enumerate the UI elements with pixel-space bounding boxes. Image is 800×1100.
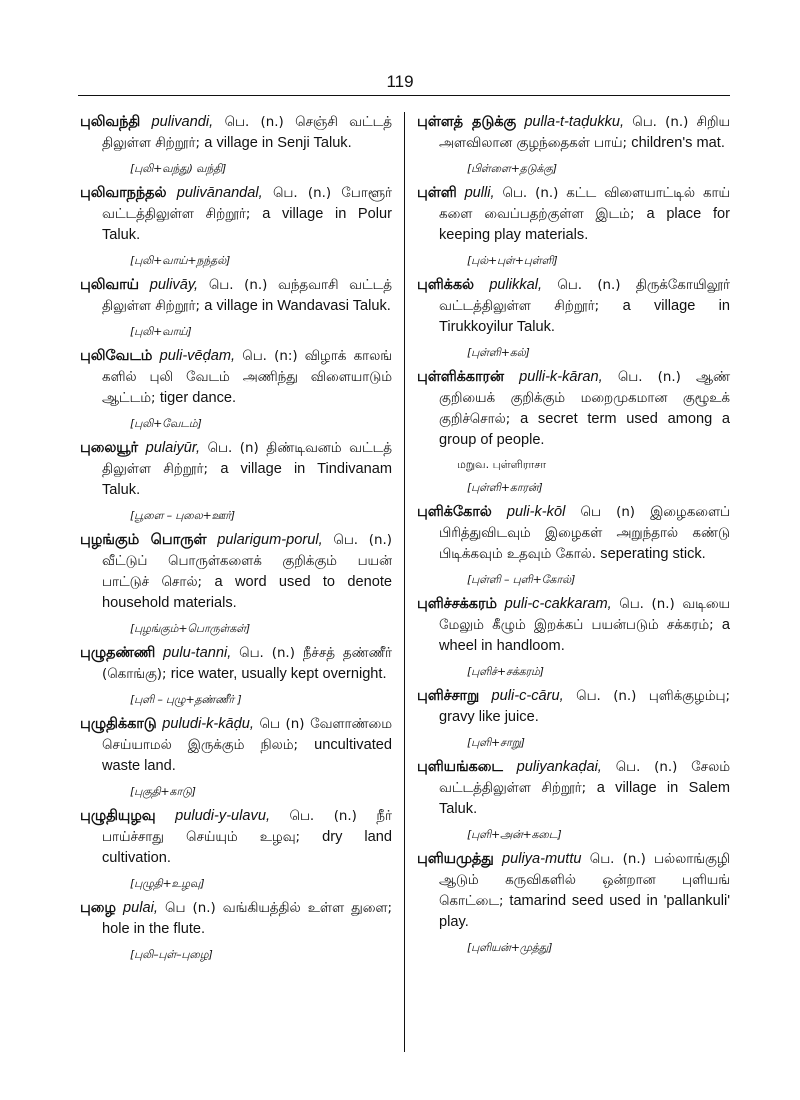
- entry-tamil-definition: பெ (n) வேளாண்மை செய்யாமல் இருக்கும் நிலம்;: [102, 717, 392, 753]
- dictionary-entry: [417, 112, 730, 177]
- entry-variant: மறுவ. புள்ளிராசா: [457, 458, 547, 471]
- entry-tamil-definition: பெ (n) இழைகளைப் பிரித்துவிடவும் இழைகள் அறுந்தால் கண்டு பிடிக்கவும் உதவும் கோல்.: [439, 505, 730, 562]
- entry-etymology: [புகுதி+காடு]: [130, 785, 196, 798]
- entry-headword: புழுதிக்காடு: [80, 716, 157, 732]
- entry-etymology: [புலி+வந்து) வந்தி]: [130, 162, 227, 175]
- entry-headword: புலிவாய்: [80, 277, 139, 293]
- entry-tamil-definition: பெ. (n.) புளிக்குழம்பு;: [576, 689, 730, 704]
- entry-english-gloss: hole in the flute.: [102, 921, 206, 937]
- entry-etymology: [புலி–புள்–புழை]: [130, 948, 213, 961]
- entry-etymology: [புள்ளி – புளி+கோல்]: [467, 573, 576, 586]
- entry-tamil-definition: பெ. (n.) வந்தவாசி வட்டத் திலுள்ள சிற்றூர்;: [102, 278, 393, 314]
- entry-etymology: [புளியன்+முத்து]: [467, 941, 553, 954]
- dictionary-entry: [417, 183, 730, 269]
- entry-transliteration: pulikkal,: [489, 277, 543, 293]
- entry-body: [417, 502, 730, 565]
- entry-transliteration: puli-c-cāru,: [491, 688, 564, 704]
- dictionary-entry: [417, 502, 730, 588]
- entry-headword: புழுதண்ணி: [80, 645, 156, 661]
- entry-body: [80, 714, 392, 777]
- entry-body: [80, 346, 392, 409]
- entry-headword: புலிவாநந்தல்: [80, 185, 167, 201]
- entry-tamil-definition: பெ. (n.) சிறிய அளவிலான குழந்தைகள் பாய்;: [439, 115, 730, 151]
- entry-headword: புழுதியுழவு: [80, 808, 156, 824]
- entry-english-gloss: gravy like juice.: [439, 709, 539, 725]
- entry-headword: புழை: [80, 900, 116, 916]
- entry-tamil-definition: பெ. (n.) வீட்டுப் பொருள்களைக் குறிக்கும் பயன் பாட்டுச் சொல்;: [102, 533, 392, 590]
- entry-transliteration: pulli-k-kāran,: [519, 369, 603, 385]
- entry-transliteration: puli-vēḍam,: [159, 348, 236, 364]
- left-column: [80, 112, 392, 969]
- entry-english-gloss: a village in Senji Taluk.: [204, 135, 352, 151]
- entry-english-gloss: a place for keeping play materials.: [439, 206, 730, 243]
- column-divider: [404, 112, 405, 1052]
- entry-tamil-definition: பெ. (n.) வடியை மேலும் கீழும் இறக்கப் பயன்படும் சக்கரம்;: [439, 597, 730, 633]
- entry-body: [80, 898, 392, 940]
- entry-body: [417, 757, 730, 820]
- entry-tamil-definition: பெ. (n.) நீச்சத் தண்ணீர் (கொங்கு);: [102, 646, 392, 682]
- entry-etymology: [புள்ளி+கல்]: [467, 346, 530, 359]
- entry-etymology: [புல்+புள்+புள்ளி]: [467, 254, 558, 267]
- dictionary-entry: [80, 112, 392, 177]
- entry-english-gloss: a village in Salem Taluk.: [439, 780, 730, 817]
- dictionary-entry: [80, 438, 392, 524]
- dictionary-entry: [417, 686, 730, 751]
- entry-transliteration: puli-c-cakkaram,: [504, 596, 612, 612]
- entry-tamil-definition: பெ. (n:) விழாக் காலங் களில் புலி வேடம் அணிந்து விளையாடும் ஆட்டம்;: [102, 349, 392, 406]
- entry-tamil-definition: பெ. (n.) செஞ்சி வட்டத் திலுள்ள சிற்றூர்;: [102, 115, 393, 151]
- entry-headword: புலிவேடம்: [80, 348, 153, 364]
- entry-transliteration: pulla-t-taḍukku,: [524, 114, 625, 130]
- entry-body: [80, 183, 392, 246]
- entry-body: [80, 530, 392, 614]
- entry-headword: புள்ளிக்காரன்: [417, 369, 504, 385]
- entry-english-gloss: a village in Tindivanam Taluk.: [102, 461, 392, 498]
- entry-headword: புளிக்கோல்: [417, 504, 492, 520]
- dictionary-entry: [417, 594, 730, 680]
- entry-transliteration: pulivāy,: [149, 277, 199, 293]
- dictionary-entry: [80, 714, 392, 800]
- entry-transliteration: pularigum-porul,: [217, 532, 323, 548]
- entry-etymology: [புழங்கும்+பொருள்கள்]: [130, 622, 251, 635]
- entry-body: [417, 183, 730, 246]
- entry-english-gloss: a village in Tirukkoyilur Taluk.: [439, 298, 730, 335]
- entry-tamil-definition: பெ. (n.) சேலம் வட்டத்திலுள்ள சிற்றூர்;: [439, 760, 730, 796]
- entry-etymology: [புலி+வாய்]: [130, 325, 192, 338]
- entry-headword: புளிக்கல்: [417, 277, 474, 293]
- entry-tamil-definition: பெ (n.) வங்கியத்தில் உள்ள துளை;: [165, 901, 392, 916]
- entry-headword: புலையூர்: [80, 440, 139, 456]
- entry-transliteration: pulli,: [464, 185, 495, 201]
- entry-headword: புளியங்கடை: [417, 759, 503, 775]
- entry-english-gloss: seperating stick.: [600, 546, 706, 562]
- entry-tamil-definition: பெ. (n) திண்டிவனம் வட்டத் திலுள்ள சிற்றூர்;: [102, 441, 392, 477]
- dictionary-entry: [80, 275, 392, 340]
- entry-etymology: [புளி+சாறு]: [467, 736, 525, 749]
- entry-tamil-definition: பெ. (n.) போளூர் வட்டத்திலுள்ள சிற்றூர்;: [102, 186, 392, 222]
- dictionary-entry: [80, 643, 392, 708]
- dictionary-entry: [80, 898, 392, 963]
- entry-etymology: [புலி+வாய்+நந்தல்]: [130, 254, 231, 267]
- dictionary-entry: [80, 346, 392, 432]
- entry-transliteration: pulai,: [123, 900, 158, 916]
- entry-tamil-definition: பெ. (n.) பல்லாங்குழி ஆடும் கருவிகளில் ஒன்றான புளியங் கொட்டை;: [439, 852, 730, 909]
- dictionary-entry: [80, 183, 392, 269]
- entry-english-gloss: children's mat.: [631, 135, 725, 151]
- entry-transliteration: pulu-tanni,: [163, 645, 232, 661]
- entry-transliteration: puli-k-kōl: [506, 504, 566, 520]
- entry-transliteration: puludi-y-ulavu,: [175, 808, 271, 824]
- dictionary-entry: [80, 806, 392, 892]
- header-rule: [78, 95, 730, 96]
- entry-etymology: [புழுதி+உழவு]: [130, 877, 205, 890]
- entry-body: [417, 594, 730, 657]
- entry-english-gloss: uncultivated waste land.: [102, 737, 392, 774]
- dictionary-entry: [80, 530, 392, 637]
- entry-headword: புள்ளி: [417, 185, 457, 201]
- entry-body: [80, 806, 392, 869]
- page-number: 119: [386, 72, 414, 91]
- entry-headword: புலிவந்தி: [80, 114, 141, 130]
- entry-english-gloss: rice water, usually kept overnight.: [170, 666, 387, 682]
- entry-english-gloss: tamarind seed used in 'pallankuli' play.: [439, 893, 730, 930]
- entry-body: [417, 849, 730, 933]
- entry-etymology: [புலி+வேடம்]: [130, 417, 202, 430]
- entry-etymology: [பிள்ளை+தடுக்கு]: [467, 162, 557, 175]
- entry-body: [80, 438, 392, 501]
- entry-english-gloss: tiger dance.: [159, 390, 237, 406]
- entry-transliteration: puliya-muttu: [502, 851, 582, 867]
- entry-headword: புளிச்சக்கரம்: [417, 596, 497, 612]
- entry-body: [80, 112, 392, 154]
- entry-etymology: [புளி – புழு+தண்ணீர் ]: [130, 693, 242, 706]
- entry-body: [80, 275, 392, 317]
- entry-tamil-definition: பெ. (n.) ஆண் குறியைக் குறிக்கும் மறைமுகமான குழூஉக் குறிச்சொல்;: [439, 370, 731, 427]
- entry-headword: புளிச்சாறு: [417, 688, 480, 704]
- entry-etymology: [புளிச்+சக்கரம்]: [467, 665, 544, 678]
- entry-body: [417, 112, 730, 154]
- dictionary-entry: [417, 757, 730, 843]
- entry-body: [417, 367, 730, 451]
- entry-english-gloss: a village in Wandavasi Taluk.: [204, 298, 391, 314]
- entry-english-gloss: a village in Polur Taluk.: [102, 206, 392, 243]
- entry-english-gloss: dry land cultivation.: [102, 829, 392, 866]
- entry-transliteration: pulaiyūr,: [145, 440, 200, 456]
- entry-transliteration: puliyankaḍai,: [516, 759, 602, 775]
- entry-etymology: [புளி+அன்+கடை]: [467, 828, 562, 841]
- entry-english-gloss: a secret term used among a group of people.: [439, 411, 731, 448]
- entry-etymology: [பூளை – புலை+ஊர்]: [130, 509, 235, 522]
- entry-headword: புளியமுத்து: [417, 851, 494, 867]
- entry-body: [80, 643, 392, 685]
- entry-headword: புள்ளத் தடுக்கு: [417, 114, 517, 130]
- entry-headword: புழங்கும் பொருள்: [80, 532, 207, 548]
- entry-body: [417, 686, 730, 728]
- entry-tamil-definition: பெ. (n.) திருக்கோயிலூர் வட்டத்திலுள்ள சிற்றூர்;: [439, 278, 730, 314]
- dictionary-entry: [417, 367, 730, 496]
- entry-tamil-definition: பெ. (n.) நீர் பாய்ச்சாது செய்யும் உழவு;: [102, 809, 392, 845]
- right-column: [417, 112, 730, 962]
- entry-transliteration: pulivānandal,: [176, 185, 263, 201]
- entry-tamil-definition: பெ. (n.) கட்ட விளையாட்டில் காய் களை வைப்பதற்குள்ள இடம்;: [439, 186, 730, 222]
- dictionary-entry: [417, 275, 730, 361]
- entry-transliteration: pulivandi,: [151, 114, 214, 130]
- entry-english-gloss: a word used to denote household materials.: [102, 574, 393, 611]
- dictionary-entry: [417, 849, 730, 956]
- entry-body: [417, 275, 730, 338]
- entry-transliteration: puludi-k-kāḍu,: [162, 716, 254, 732]
- entry-english-gloss: a wheel in handloom.: [439, 617, 730, 654]
- entry-etymology: [புள்ளி+காரன்]: [467, 481, 543, 494]
